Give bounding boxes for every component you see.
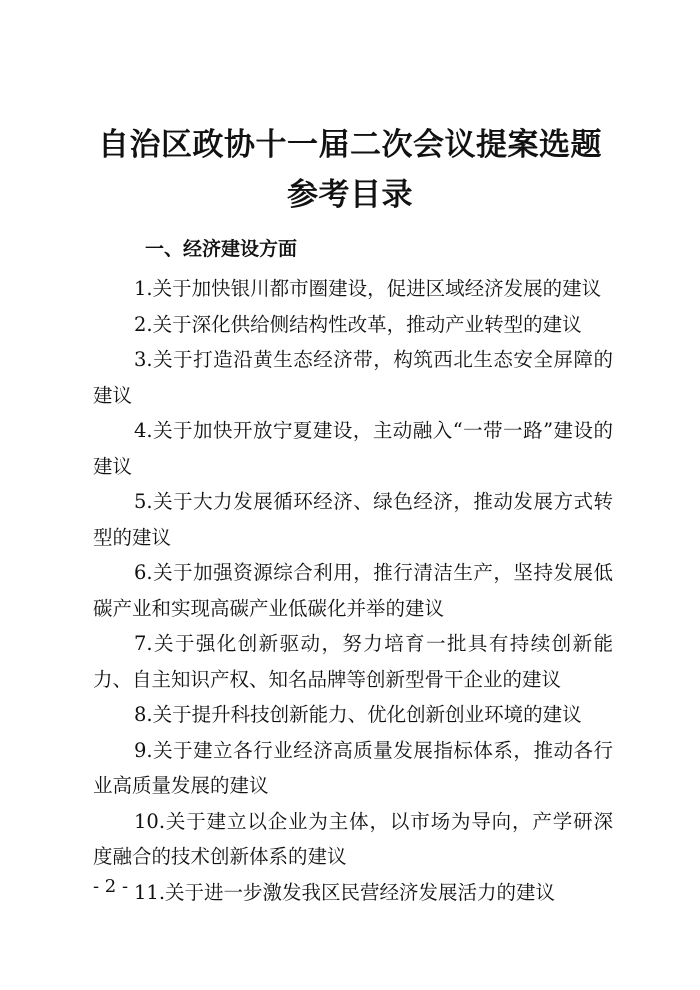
list-item: 10.关于建立以企业为主体，以市场为导向，产学研深度融合的技术创新体系的建议 (93, 809, 613, 868)
list-item: 4.关于加快开放宁夏建设，主动融入“一带一路”建设的建议 (93, 419, 613, 478)
section-heading: 一、经济建设方面 (145, 238, 298, 260)
list-item: 6.关于加强资源综合利用，推行清洁生产，坚持发展低碳产业和实现高碳产业低碳化并举的建议 (93, 561, 613, 620)
list-item: 2.关于深化供给侧结构性改革，推动产业转型的建议 (134, 312, 582, 336)
list-item: 9.关于建立各行业经济高质量发展指标体系，推动各行业高质量发展的建议 (93, 738, 613, 797)
title-line-2: 参考目录 (287, 177, 413, 213)
list-item: 1.关于加快银川都市圈建设，促进区域经济发展的建议 (134, 277, 602, 300)
page-number: - 2 - (93, 876, 129, 897)
list-item: 8.关于提升科技创新能力、优化创新创业环境的建议 (134, 703, 582, 726)
title-line-1: 自治区政协十一届二次会议提案选题 (98, 127, 602, 163)
list-item: 11.关于进一步激发我区民营经济发展活力的建议 (134, 880, 556, 904)
proposal-list (93, 271, 613, 910)
document-title (0, 120, 700, 220)
list-item: 5.关于大力发展循环经济、绿色经济，推动发展方式转型的建议 (93, 490, 613, 549)
list-item: 7.关于强化创新驱动，努力培育一批具有持续创新能力、自主知识产权、知名品牌等创新型骨干企业的建议 (93, 632, 613, 691)
list-item: 3.关于打造沿黄生态经济带，构筑西北生态安全屏障的建议 (93, 348, 613, 407)
